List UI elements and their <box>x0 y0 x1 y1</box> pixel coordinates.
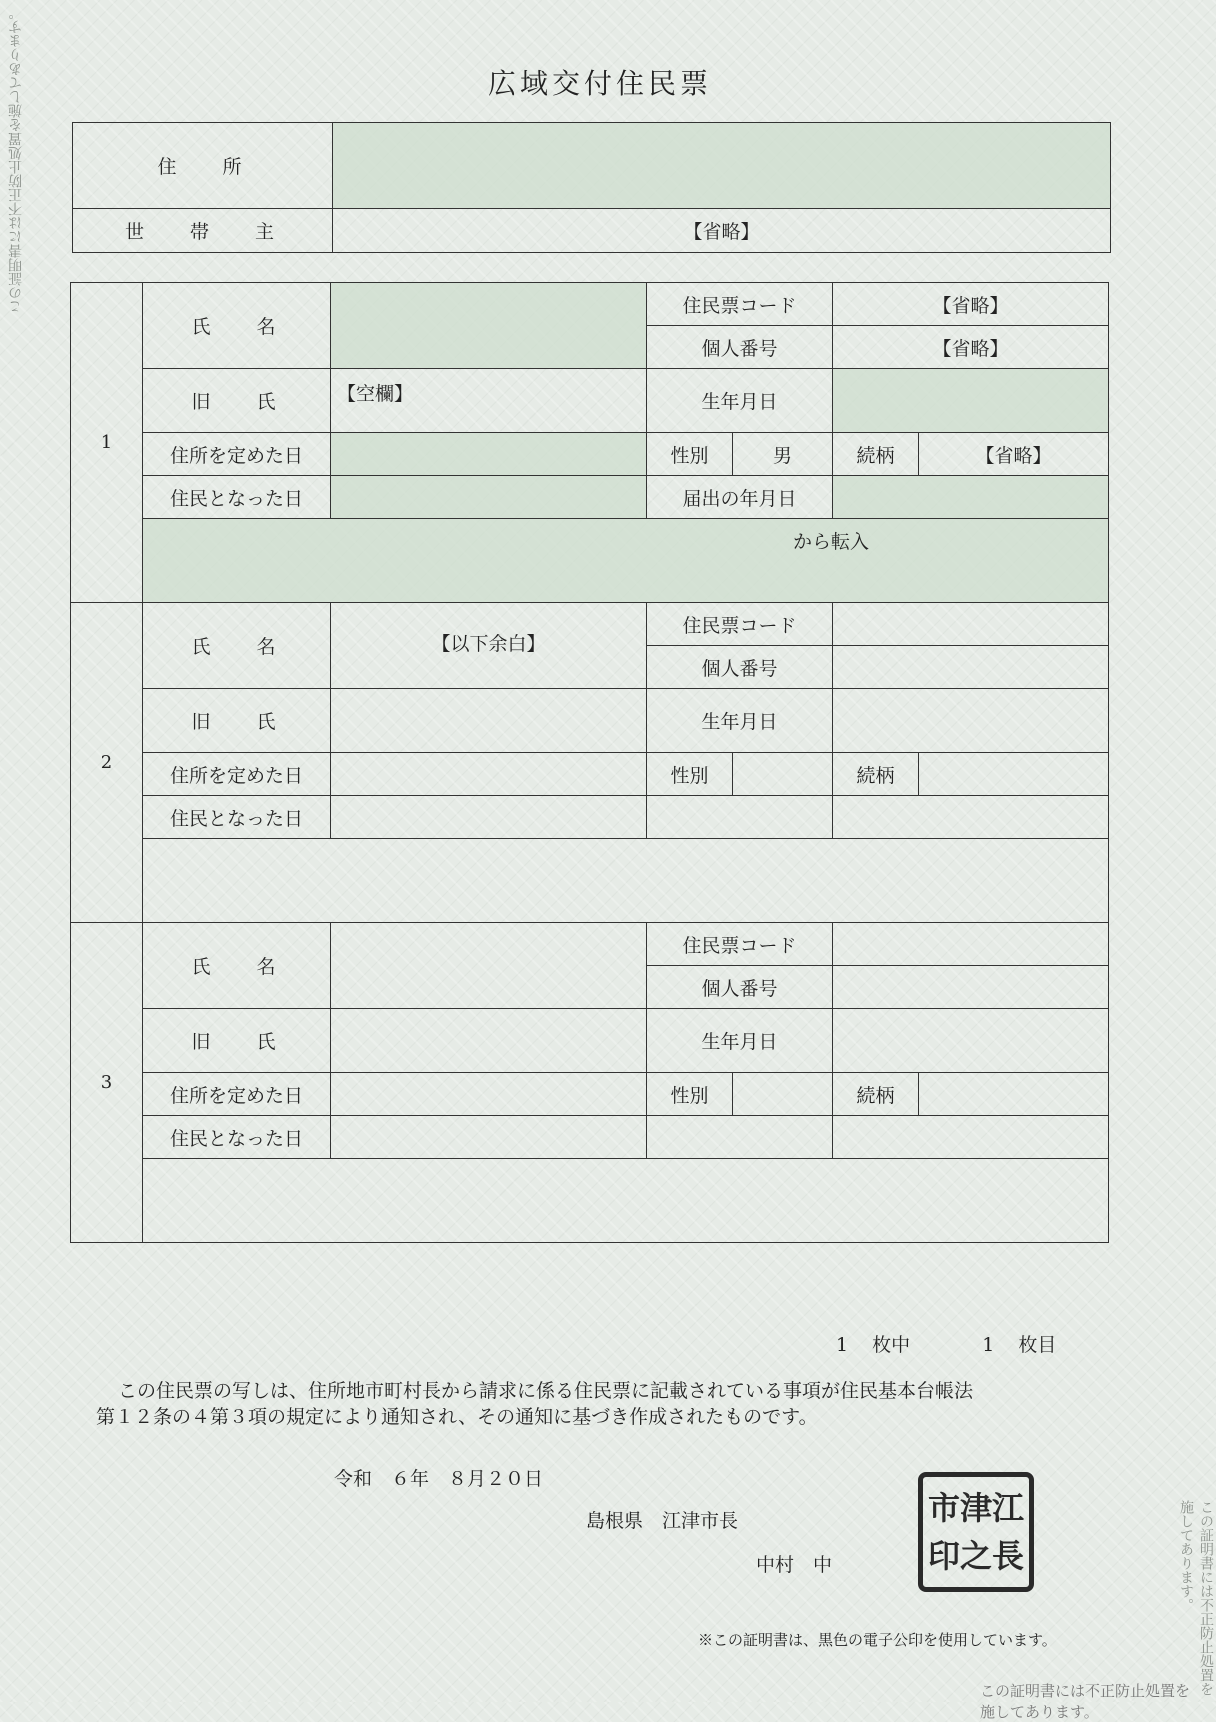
name-label: 氏名 <box>143 923 331 1009</box>
member-table-3 <box>70 922 1109 1243</box>
statement-line-1: この住民票の写しは、住所地市町村長から請求に係る住民票に記載されている事項が住民基本台帳法 <box>118 1380 974 1402</box>
former-surname-label: 旧氏 <box>143 689 331 753</box>
address-label: 住所 <box>73 123 333 209</box>
juminhyo-code-value <box>833 923 1109 966</box>
notification-date-label <box>647 1116 833 1159</box>
sex-label: 性別 <box>647 753 733 796</box>
household-head-value: 【省略】 <box>333 209 1111 253</box>
juminhyo-code-label: 住民票コード <box>647 923 833 966</box>
resident-date-label: 住民となった日 <box>143 1116 331 1159</box>
birth-date-value <box>833 1009 1109 1073</box>
seal-note: ※この証明書は、黒色の電子公印を使用しています。 <box>698 1631 1057 1649</box>
anti-fraud-notice-bottom: この証明書には不正防止処置を施してあります。 <box>980 1682 1191 1721</box>
resident-date-value <box>331 476 647 519</box>
document-title: 広域交付住民票 <box>487 67 712 100</box>
birth-date-label: 生年月日 <box>647 1009 833 1073</box>
juminhyo-code-value: 【省略】 <box>833 283 1109 326</box>
official-seal: 市 津 江 印 之 長 <box>918 1472 1034 1592</box>
my-number-value <box>833 966 1109 1009</box>
household-head-label: 世帯主 <box>73 209 333 253</box>
former-surname-value <box>331 1009 647 1073</box>
sex-value <box>733 1073 833 1116</box>
name-value: 【以下余白】 <box>331 603 647 689</box>
remarks <box>143 839 1109 923</box>
resident-date-label: 住民となった日 <box>143 796 331 839</box>
my-number-label: 個人番号 <box>647 966 833 1009</box>
relation-label: 続柄 <box>833 433 919 476</box>
issuer: 島根県 江津市長 <box>586 1510 739 1532</box>
remarks <box>143 1159 1109 1243</box>
juminhyo-code-label: 住民票コード <box>647 283 833 326</box>
name-value <box>331 923 647 1009</box>
my-number-value: 【省略】 <box>833 326 1109 369</box>
former-surname-label: 旧氏 <box>143 1009 331 1073</box>
resident-date-label: 住民となった日 <box>143 476 331 519</box>
birth-date-value <box>833 689 1109 753</box>
my-number-value <box>833 646 1109 689</box>
sheet-count <box>836 1330 1056 1357</box>
notification-date-label <box>647 796 833 839</box>
address-date-value <box>331 753 647 796</box>
notification-date-value <box>833 796 1109 839</box>
relation-value <box>919 1073 1109 1116</box>
member-table-2 <box>70 602 1109 923</box>
relation-value <box>919 753 1109 796</box>
relation-value: 【省略】 <box>919 433 1109 476</box>
address-date-label: 住所を定めた日 <box>143 1073 331 1116</box>
resident-date-value <box>331 1116 647 1159</box>
relation-label: 続柄 <box>833 753 919 796</box>
juminhyo-code-label: 住民票コード <box>647 603 833 646</box>
birth-date-value <box>833 369 1109 433</box>
mayor-name: 中村 中 <box>756 1554 833 1576</box>
household-header-table <box>72 122 1111 253</box>
birth-date-label: 生年月日 <box>647 369 833 433</box>
sheet-current: 1 <box>982 1334 995 1356</box>
statement-line-2: 第１２条の４第３項の規定により通知され、その通知に基づき作成されたものです。 <box>96 1406 818 1428</box>
sex-label: 性別 <box>647 1073 733 1116</box>
my-number-label: 個人番号 <box>647 646 833 689</box>
sheet-total: 1 <box>836 1334 849 1356</box>
notification-date-value <box>833 476 1109 519</box>
notification-date-label: 届出の年月日 <box>647 476 833 519</box>
resident-date-value <box>331 796 647 839</box>
address-date-label: 住所を定めた日 <box>143 753 331 796</box>
address-value <box>333 123 1111 209</box>
name-label: 氏名 <box>143 283 331 369</box>
sheet-current-unit: 枚目 <box>1018 1334 1057 1356</box>
sex-value <box>733 753 833 796</box>
relation-label: 続柄 <box>833 1073 919 1116</box>
member-index: 3 <box>71 923 143 1243</box>
juminhyo-code-value <box>833 603 1109 646</box>
address-date-label: 住所を定めた日 <box>143 433 331 476</box>
name-value <box>331 283 647 369</box>
sex-value: 男 <box>733 433 833 476</box>
sheet-total-unit: 枚中 <box>872 1334 911 1356</box>
remarks: から転入 <box>143 519 1109 603</box>
sex-label: 性別 <box>647 433 733 476</box>
notification-date-value <box>833 1116 1109 1159</box>
issue-date: 令和 ６年 ８月２０日 <box>334 1468 544 1490</box>
former-surname-value: 【空欄】 <box>331 369 647 433</box>
member-index: 1 <box>71 283 143 603</box>
name-label: 氏名 <box>143 603 331 689</box>
member-table-1 <box>70 282 1109 603</box>
my-number-label: 個人番号 <box>647 326 833 369</box>
address-date-value <box>331 433 647 476</box>
address-date-value <box>331 1073 647 1116</box>
birth-date-label: 生年月日 <box>647 689 833 753</box>
former-surname-value <box>331 689 647 753</box>
former-surname-label: 旧氏 <box>143 369 331 433</box>
anti-fraud-notice-left: この証明書には不正防止処置を施してあります。 <box>8 6 24 314</box>
anti-fraud-notice-right: この証明書には不正防止処置を施してあります。 <box>1178 1500 1214 1696</box>
member-index: 2 <box>71 603 143 923</box>
